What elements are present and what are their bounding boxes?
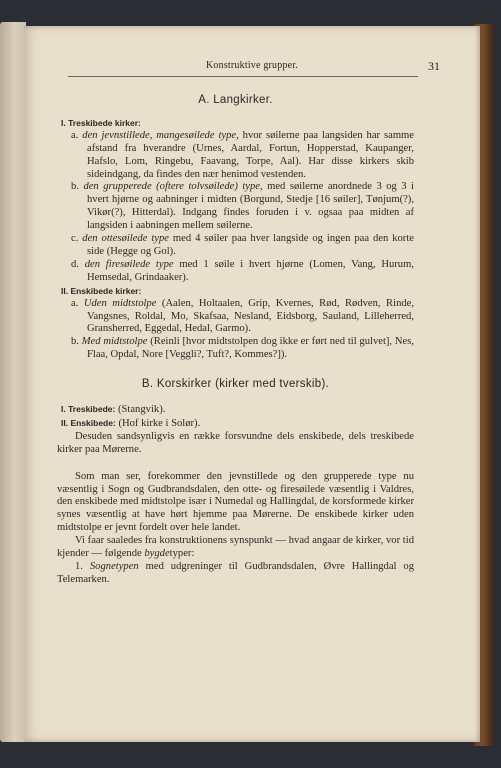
list-item: [57, 130, 414, 182]
item-text: (Aalen, Holtaalen, Grip, Kvernes, Rød, Rødven, Rinde, Vangsnes, Roldal, Mo, Skafsaa, Nesland, Eidsborg, Sauland, Lilleherred, Gransherred, Eggedal, Hedal, Garmo).: [87, 297, 415, 335]
item-letter: a.: [71, 129, 79, 141]
item-emphasis: den firesøilede type: [84, 258, 174, 270]
section-b-paragraph: Desuden sandsynligvis en række forsvundne dels enskibede, dels treskibede kirker paa Mørerne.: [57, 430, 414, 455]
item-text: hvor søilerne paa langsiden har samme afstand fra hverandre (Urnes, Aardal, Fortun, Hopperstad, Kaupanger, Hafslo, Lom, Ringebu, Faavang, Torpe, Aal). Har disse kirkers skib sideindgang, da findes den nær henimod vestenden.: [87, 129, 414, 180]
item-emphasis: Med midtstolpe: [81, 336, 148, 348]
item-letter: d.: [71, 258, 79, 270]
closing-paragraph-1: Som man ser, forekommer den jevnstillede og den grupperede type nu væsentlig i Sogn og Gudbrandsdalen, den otte- og firesøilede væsentlig i Valdres, den enskibede med midtstolpe især i Numedal og Hallingdal, de korsformede kirker synes væsentlig at have hørt hjemme paa Mørerne. De enskibede kirker uden midtstolpe er jevnt fordelt over hele landet.: [57, 470, 414, 534]
list-item: [57, 336, 414, 362]
closing-paragraph-3: [57, 561, 414, 587]
group-2-label: II. Enskibede kirker:: [61, 285, 142, 296]
section-a-title: A. Langkirker.: [198, 94, 273, 106]
para-text: typer:: [169, 548, 195, 560]
para-emphasis: bygde: [144, 548, 170, 560]
line-label: II. Enskibede:: [61, 417, 116, 428]
item-emphasis: den ottesøilede type: [82, 233, 169, 245]
para-emphasis: Sognetypen: [89, 561, 139, 572]
item-emphasis: den grupperede (oftere tolvsøilede) type,: [83, 181, 263, 193]
line-text: (Hof kirke i Solør).: [115, 417, 201, 429]
para-number: 1.: [75, 561, 90, 572]
running-head: Konstruktive grupper.: [206, 60, 298, 71]
item-text: (Reinli [hvor midtstolpen dog ikke er ført ned til gulvet], Nes, Flaa, Opdal, Nore [Veggli?, Tuft?, Kommes?]).: [87, 336, 414, 361]
para-text: Vi faar saaledes fra konstruktionens synspunkt — hvad angaar de kirker, vor tid kjender — følgende: [57, 535, 414, 560]
line-text: (Stangvik).: [115, 404, 166, 416]
list-item: [57, 181, 414, 233]
section-b-line-1: [57, 403, 414, 417]
paragraph-gap: [57, 457, 414, 471]
section-b-line-2: [57, 417, 414, 431]
closing-paragraph-2: [57, 535, 414, 561]
item-emphasis: Uden midtstolpe: [83, 297, 157, 309]
list-item: [57, 233, 414, 259]
list-item: [57, 298, 414, 337]
item-letter: a.: [71, 297, 79, 309]
page-content: [57, 94, 414, 587]
item-letter: b.: [71, 181, 79, 193]
line-label: I. Treskibede:: [61, 404, 116, 415]
book-spine-edge: [0, 22, 26, 742]
item-text: med 1 søile i hvert hjørne (Lomen, Vang, Hurum, Hemsedal, Grindaaker).: [87, 258, 414, 283]
item-letter: b.: [71, 336, 79, 348]
item-text: med søilerne anordnede 3 og 3 i hvert hjørne og aabninger i midten (Borgund, Stedje [16 søiler], Tønjum(?), Vikør(?), Hitterdal). Indgang findes foruden i v. ogsaa paa midten af langsiden i aabningen mellem søilerne.: [87, 181, 414, 232]
item-emphasis: den jevnstillede, mangesøilede type,: [82, 129, 239, 141]
group-1-label: I. Treskibede kirker:: [61, 117, 141, 128]
list-item: [57, 259, 414, 285]
section-b-title: B. Korskirker (kirker med tverskib).: [141, 378, 330, 391]
page-number: 31: [428, 59, 440, 73]
para-text: med udgreninger til Gudbrandsdalen, Øvre Hallingdal og Telemarken.: [57, 561, 415, 585]
header-rule: [68, 76, 418, 77]
item-letter: c.: [71, 233, 79, 245]
item-text: med 4 søiler paa hver langside og ingen paa den korte side (Hegge og Gol).: [87, 233, 414, 257]
